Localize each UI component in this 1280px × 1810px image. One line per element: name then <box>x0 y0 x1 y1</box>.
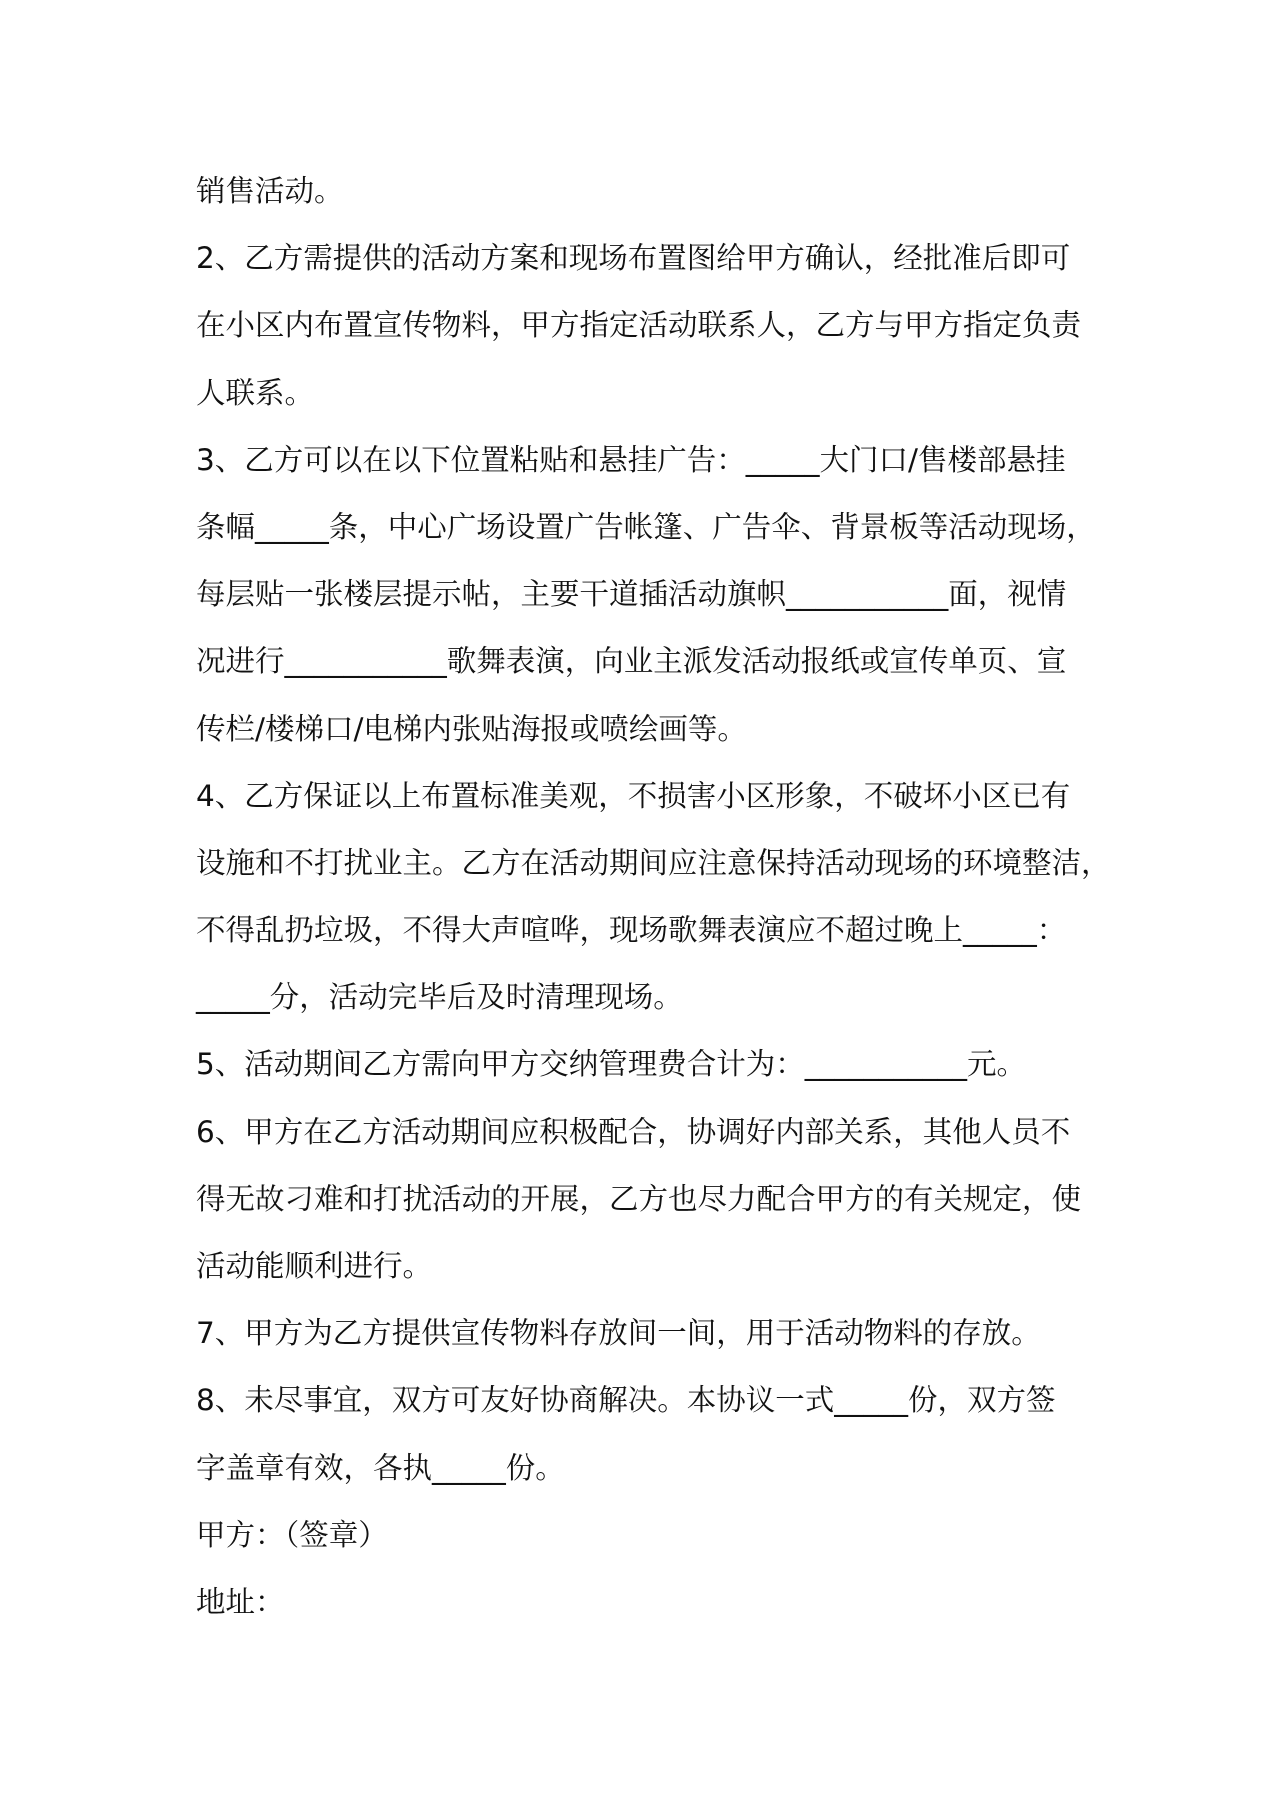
text-line: 销售活动。 <box>196 174 344 208</box>
text-line: 条幅_____条，中心广场设置广告帐篷、广告伞、背景板等活动现场， <box>196 509 1096 544</box>
text-line: 设施和不打扰业主。乙方在活动期间应注意保持活动现场的环境整洁， <box>196 845 1111 880</box>
text-line: 活动能顺利进行。 <box>196 1249 433 1283</box>
text-line: 况进行___________歌舞表演，向业主派发活动报纸或宣传单页、宣 <box>196 644 1067 679</box>
address-label: 地址： <box>196 1584 285 1619</box>
document-body <box>196 158 1114 1636</box>
text-line: 字盖章有效，各执_____份。 <box>196 1450 565 1485</box>
text-line: 人联系。 <box>196 375 315 410</box>
text-line: 2、乙方需提供的活动方案和现场布置图给甲方确认，经批准后即可 <box>196 241 1071 276</box>
text-line: 传栏/楼梯口/电梯内张贴海报或喷绘画等。 <box>196 711 747 746</box>
signature-party-a: 甲方：（签章） <box>196 1517 388 1552</box>
text-line: 3、乙方可以在以下位置粘贴和悬挂广告：_____大门口/售楼部悬挂 <box>196 442 1066 477</box>
text-line: 在小区内布置宣传物料，甲方指定活动联系人，乙方与甲方指定负责 <box>196 308 1082 343</box>
text-line: 每层贴一张楼层提示帖，主要干道插活动旗帜___________面，视情 <box>196 577 1067 612</box>
text-line: 不得乱扔垃圾，不得大声喧哗，现场歌舞表演应不超过晚上_____： <box>196 913 1067 948</box>
text-line: 6、甲方在乙方活动期间应积极配合，协调好内部关系，其他人员不 <box>196 1114 1071 1149</box>
text-line: 8、未尽事宜，双方可友好协商解决。本协议一式_____份，双方签 <box>196 1383 1056 1418</box>
text-line: 7、甲方为乙方提供宣传物料存放间一间，用于活动物料的存放。 <box>196 1316 1041 1351</box>
text-line: _____分，活动完毕后及时清理现场。 <box>196 980 683 1015</box>
text-line: 4、乙方保证以上布置标准美观，不损害小区形象，不破坏小区已有 <box>196 778 1071 813</box>
text-line: 得无故刁难和打扰活动的开展，乙方也尽力配合甲方的有关规定，使 <box>196 1181 1082 1216</box>
text-line: 5、活动期间乙方需向甲方交纳管理费合计为：___________元。 <box>196 1047 1027 1082</box>
